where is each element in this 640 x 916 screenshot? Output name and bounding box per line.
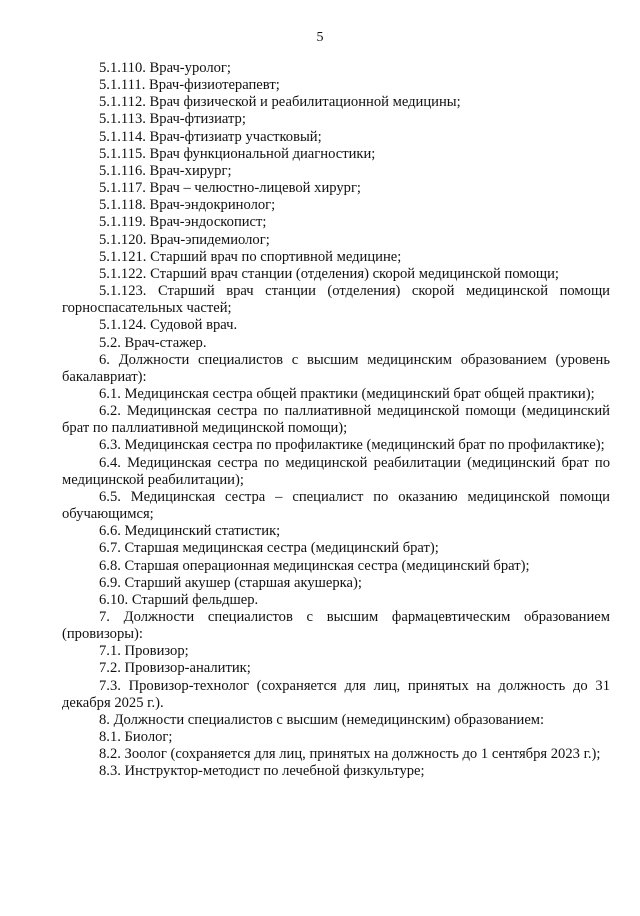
section-heading: 7. Должности специалистов с высшим фармацевтическим образованием (провизоры): <box>62 609 610 643</box>
list-item: 8.1. Биолог; <box>99 729 173 746</box>
list-item: 5.1.114. Врач-фтизиатр участковый; <box>99 128 322 145</box>
section-heading: 8. Должности специалистов с высшим (немедицинским) образованием: <box>99 711 545 728</box>
list-item: 7.1. Провизор; <box>99 643 189 660</box>
list-item: 8.3. Инструктор-методист по лечебной физкультуре; <box>99 763 425 780</box>
list-item: 7.3. Провизор-технолог (сохраняется для лиц, принятых на должность до 31 декабря 2025 г.). <box>62 677 610 711</box>
list-item: 6.3. Медицинская сестра по профилактике (медицинский брат по профилактике); <box>99 437 605 454</box>
list-item: 5.1.124. Судовой врач. <box>99 317 238 334</box>
list-item: 5.1.115. Врач функциональной диагностики; <box>99 145 376 162</box>
list-item: 5.1.110. Врач-уролог; <box>99 60 231 76</box>
list-item: 5.1.117. Врач – челюстно-лицевой хирург; <box>99 180 361 197</box>
list-item: 6.5. Медицинская сестра – специалист по оказанию медицинской помощи обучающимся; <box>62 488 610 523</box>
section-heading: 6. Должности специалистов с высшим медицинским образованием (уровень бакалавриат): <box>62 351 610 385</box>
list-item: 6.8. Старшая операционная медицинская сестра (медицинский брат); <box>99 557 530 574</box>
list-item: 8.2. Зоолог (сохраняется для лиц, принятых на должность до 1 сентября 2023 г.); <box>99 746 601 763</box>
list-item: 5.1.120. Врач-эпидемиолог; <box>99 231 270 248</box>
list-item: 6.4. Медицинская сестра по медицинской реабилитации (медицинский брат по медицинской реабилитации); <box>62 454 610 488</box>
list-item: 5.1.119. Врач-эндоскопист; <box>99 214 267 231</box>
list-item: 5.1.111. Врач-физиотерапевт; <box>99 77 280 94</box>
list-item: 5.1.118. Врач-эндокринолог; <box>99 197 276 214</box>
list-item: 5.1.123. Старший врач станции (отделения) скорой медицинской помощи горноспасательных частей; <box>62 283 610 317</box>
list-item: 5.1.116. Врач-хирург; <box>99 162 232 179</box>
list-item: 6.6. Медицинский статистик; <box>99 523 281 540</box>
list-item: 6.7. Старшая медицинская сестра (медицинский брат); <box>99 540 439 557</box>
list-item: 6.1. Медицинская сестра общей практики (медицинский брат общей практики); <box>99 385 595 402</box>
page-number: 5 <box>316 30 324 45</box>
list-item: 6.10. Старший фельдшер. <box>99 591 259 608</box>
list-item: 7.2. Провизор-аналитик; <box>99 660 251 677</box>
list-item: 5.1.122. Старший врач станции (отделения) скорой медицинской помощи; <box>99 265 559 282</box>
list-item: 6.9. Старший акушер (старшая акушерка); <box>99 574 362 591</box>
list-item: 5.1.112. Врач физической и реабилитационной медицины; <box>99 94 461 111</box>
section-heading: 5.2. Врач-стажер. <box>99 334 207 351</box>
list-item: 5.1.113. Врач-фтизиатр; <box>99 111 246 128</box>
document-body <box>62 60 610 781</box>
list-item: 5.1.121. Старший врач по спортивной медицине; <box>99 248 402 265</box>
list-item: 6.2. Медицинская сестра по паллиативной медицинской помощи (медицинский брат по паллиативной медицинской помощи); <box>62 403 610 437</box>
